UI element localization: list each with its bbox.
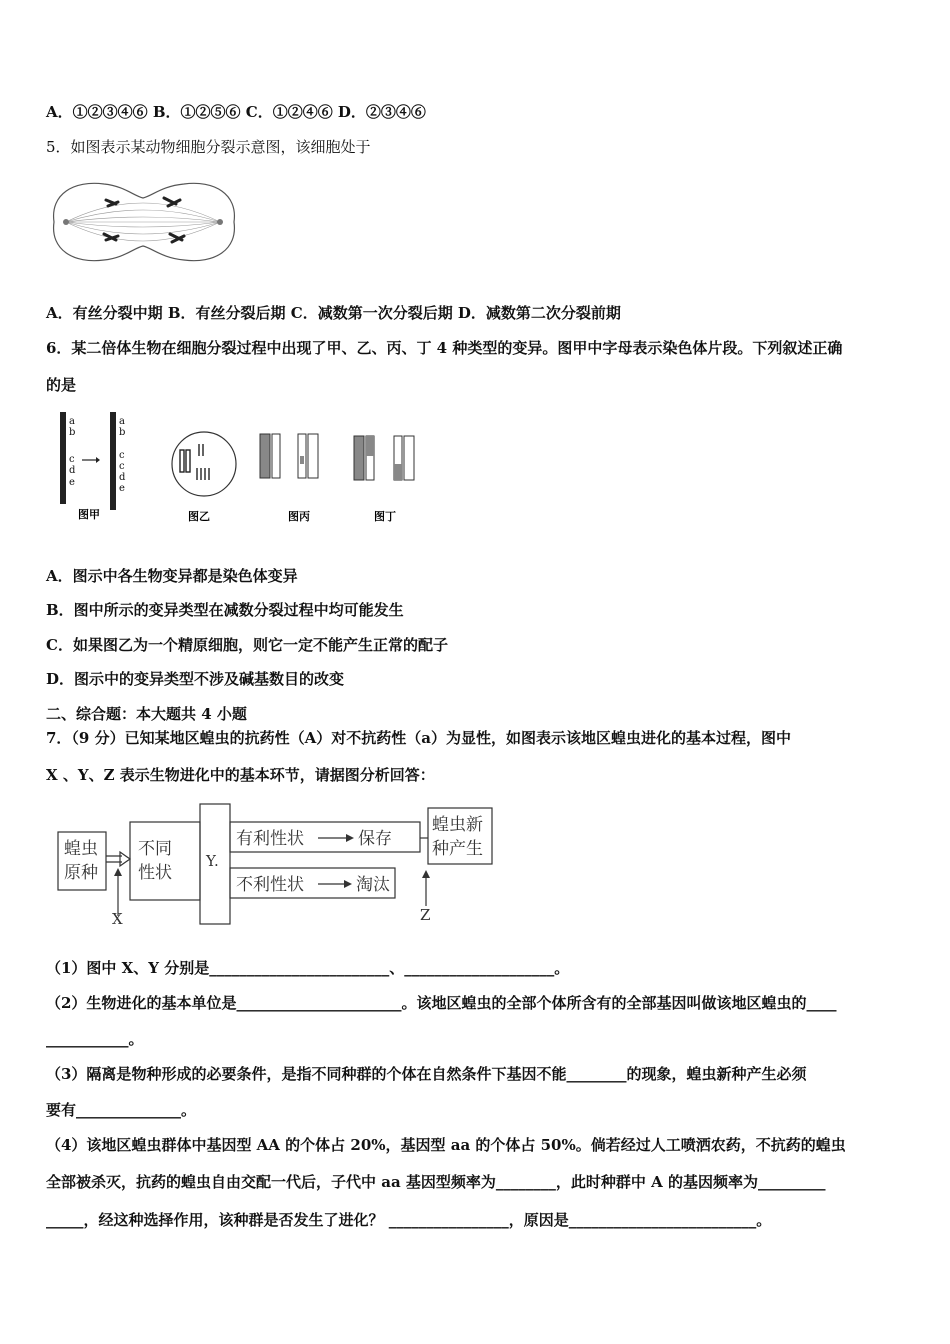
new-species-label-2: 种产生 bbox=[432, 839, 483, 859]
jia-right-letter: c bbox=[119, 461, 125, 472]
chromosome-left bbox=[60, 412, 66, 504]
cell-yi bbox=[172, 432, 236, 496]
chromosome-right bbox=[110, 412, 116, 510]
bad-trait-label: 不利性状 bbox=[236, 875, 304, 895]
origin-label-1: 蝗虫 bbox=[64, 839, 98, 859]
jia-right-letter: d bbox=[119, 472, 126, 483]
keep-label: 保存 bbox=[358, 829, 392, 849]
new-species-label-1: 蝗虫新 bbox=[432, 815, 483, 835]
evolution-flow-diagram bbox=[50, 800, 500, 928]
good-trait-label: 有利性状 bbox=[236, 829, 304, 849]
q7-part3-line2: 要有______________。 bbox=[46, 1101, 197, 1119]
q7-part4-line3: _____，经这种选择作用，该种群是否发生了进化？ ________________，原因是_________________________。 bbox=[46, 1211, 772, 1229]
jia-right-letter: a bbox=[119, 416, 125, 427]
jia-right-letter: b bbox=[119, 427, 126, 438]
q6-stem-line2: 的是 bbox=[46, 376, 77, 394]
z-label: Z bbox=[420, 906, 431, 924]
jia-right-letter: c bbox=[119, 450, 125, 461]
jia-left-letter: e bbox=[69, 477, 75, 488]
trait-label-1: 不同 bbox=[138, 839, 172, 859]
x-label: X bbox=[112, 910, 123, 928]
trait-label-2: 性状 bbox=[138, 863, 172, 883]
eliminate-label: 淘汰 bbox=[356, 875, 390, 895]
origin-label-2: 原种 bbox=[64, 863, 98, 883]
caption-bing: 图丙 bbox=[288, 510, 310, 523]
q6-option-c: C．如果图乙为一个精原细胞，则它一定不能产生正常的配子 bbox=[46, 636, 448, 654]
caption-ding: 图丁 bbox=[374, 510, 396, 523]
q6-option-b: B．图中所示的变异类型在减数分裂过程中均可能发生 bbox=[46, 601, 404, 619]
q7-stem-line2: X 、Y、Z 表示生物进化中的基本环节，请据图分析回答： bbox=[46, 766, 435, 784]
jia-right-letter: e bbox=[119, 483, 125, 494]
cell-division-figure bbox=[44, 174, 242, 270]
trait-box bbox=[130, 822, 200, 900]
caption-jia: 图甲 bbox=[78, 508, 100, 521]
variation-figure bbox=[52, 408, 432, 532]
q4-options: A．①②③④⑥ B．①②⑤⑥ C．①②④⑥ D．②③④⑥ bbox=[46, 103, 426, 121]
jia-left-letter: a bbox=[69, 416, 75, 427]
q7-stem-line1: 7．（9 分）已知某地区蝗虫的抗药性（A）对不抗药性（a）为显性，如图表示该地区蝗虫进化的基本过程，图中 bbox=[46, 729, 791, 747]
q7-part2-line2: ___________。 bbox=[46, 1030, 144, 1048]
chromosome-bing-1 bbox=[260, 434, 270, 478]
q7-part4-line2: 全部被杀灭，抗药的蝗虫自由交配一代后，子代中 aa 基因型频率为________，此时种群中 A 的基因频率为_________ bbox=[46, 1173, 826, 1191]
q6-stem-line1: 6．某二倍体生物在细胞分裂过程中出现了甲、乙、丙、丁 4 种类型的变异。图甲中字母表示染色体片段。下列叙述正确 bbox=[46, 339, 843, 357]
caption-yi: 图乙 bbox=[188, 510, 210, 523]
q7-part3-line1: （3）隔离是物种形成的必要条件，是指不同种群的个体在自然条件下基因不能________的现象，蝗虫新种产生必须 bbox=[46, 1065, 807, 1083]
q7-part2-line1: （2）生物进化的基本单位是______________________。该地区蝗虫的全部个体所含有的全部基因叫做该地区蝗虫的____ bbox=[46, 994, 837, 1012]
q6-option-a: A．图示中各生物变异都是染色体变异 bbox=[46, 567, 298, 585]
q5-options: A．有丝分裂中期 B．有丝分裂后期 C．减数第一次分裂后期 D．减数第二次分裂前期 bbox=[46, 304, 621, 322]
jia-left-letter: c bbox=[69, 454, 75, 465]
section-heading: 二、综合题：本大题共 4 小题 bbox=[46, 705, 247, 723]
jia-left-letter: d bbox=[69, 465, 76, 476]
q5-stem: 5．如图表示某动物细胞分裂示意图，该细胞处于 bbox=[46, 138, 371, 156]
y-label: Y. bbox=[206, 852, 219, 870]
q7-part4-line1: （4）该地区蝗虫群体中基因型 AA 的个体占 20%，基因型 aa 的个体占 50%。倘若经过人工喷洒农药，不抗药的蝗虫 bbox=[46, 1136, 846, 1154]
q6-option-d: D．图示中的变异类型不涉及碱基数目的改变 bbox=[46, 670, 345, 688]
chromosome-ding-1 bbox=[354, 436, 364, 480]
jia-left-letter: b bbox=[69, 427, 76, 438]
q7-part1: （1）图中 X、Y 分别是________________________、____________________。 bbox=[46, 959, 570, 977]
